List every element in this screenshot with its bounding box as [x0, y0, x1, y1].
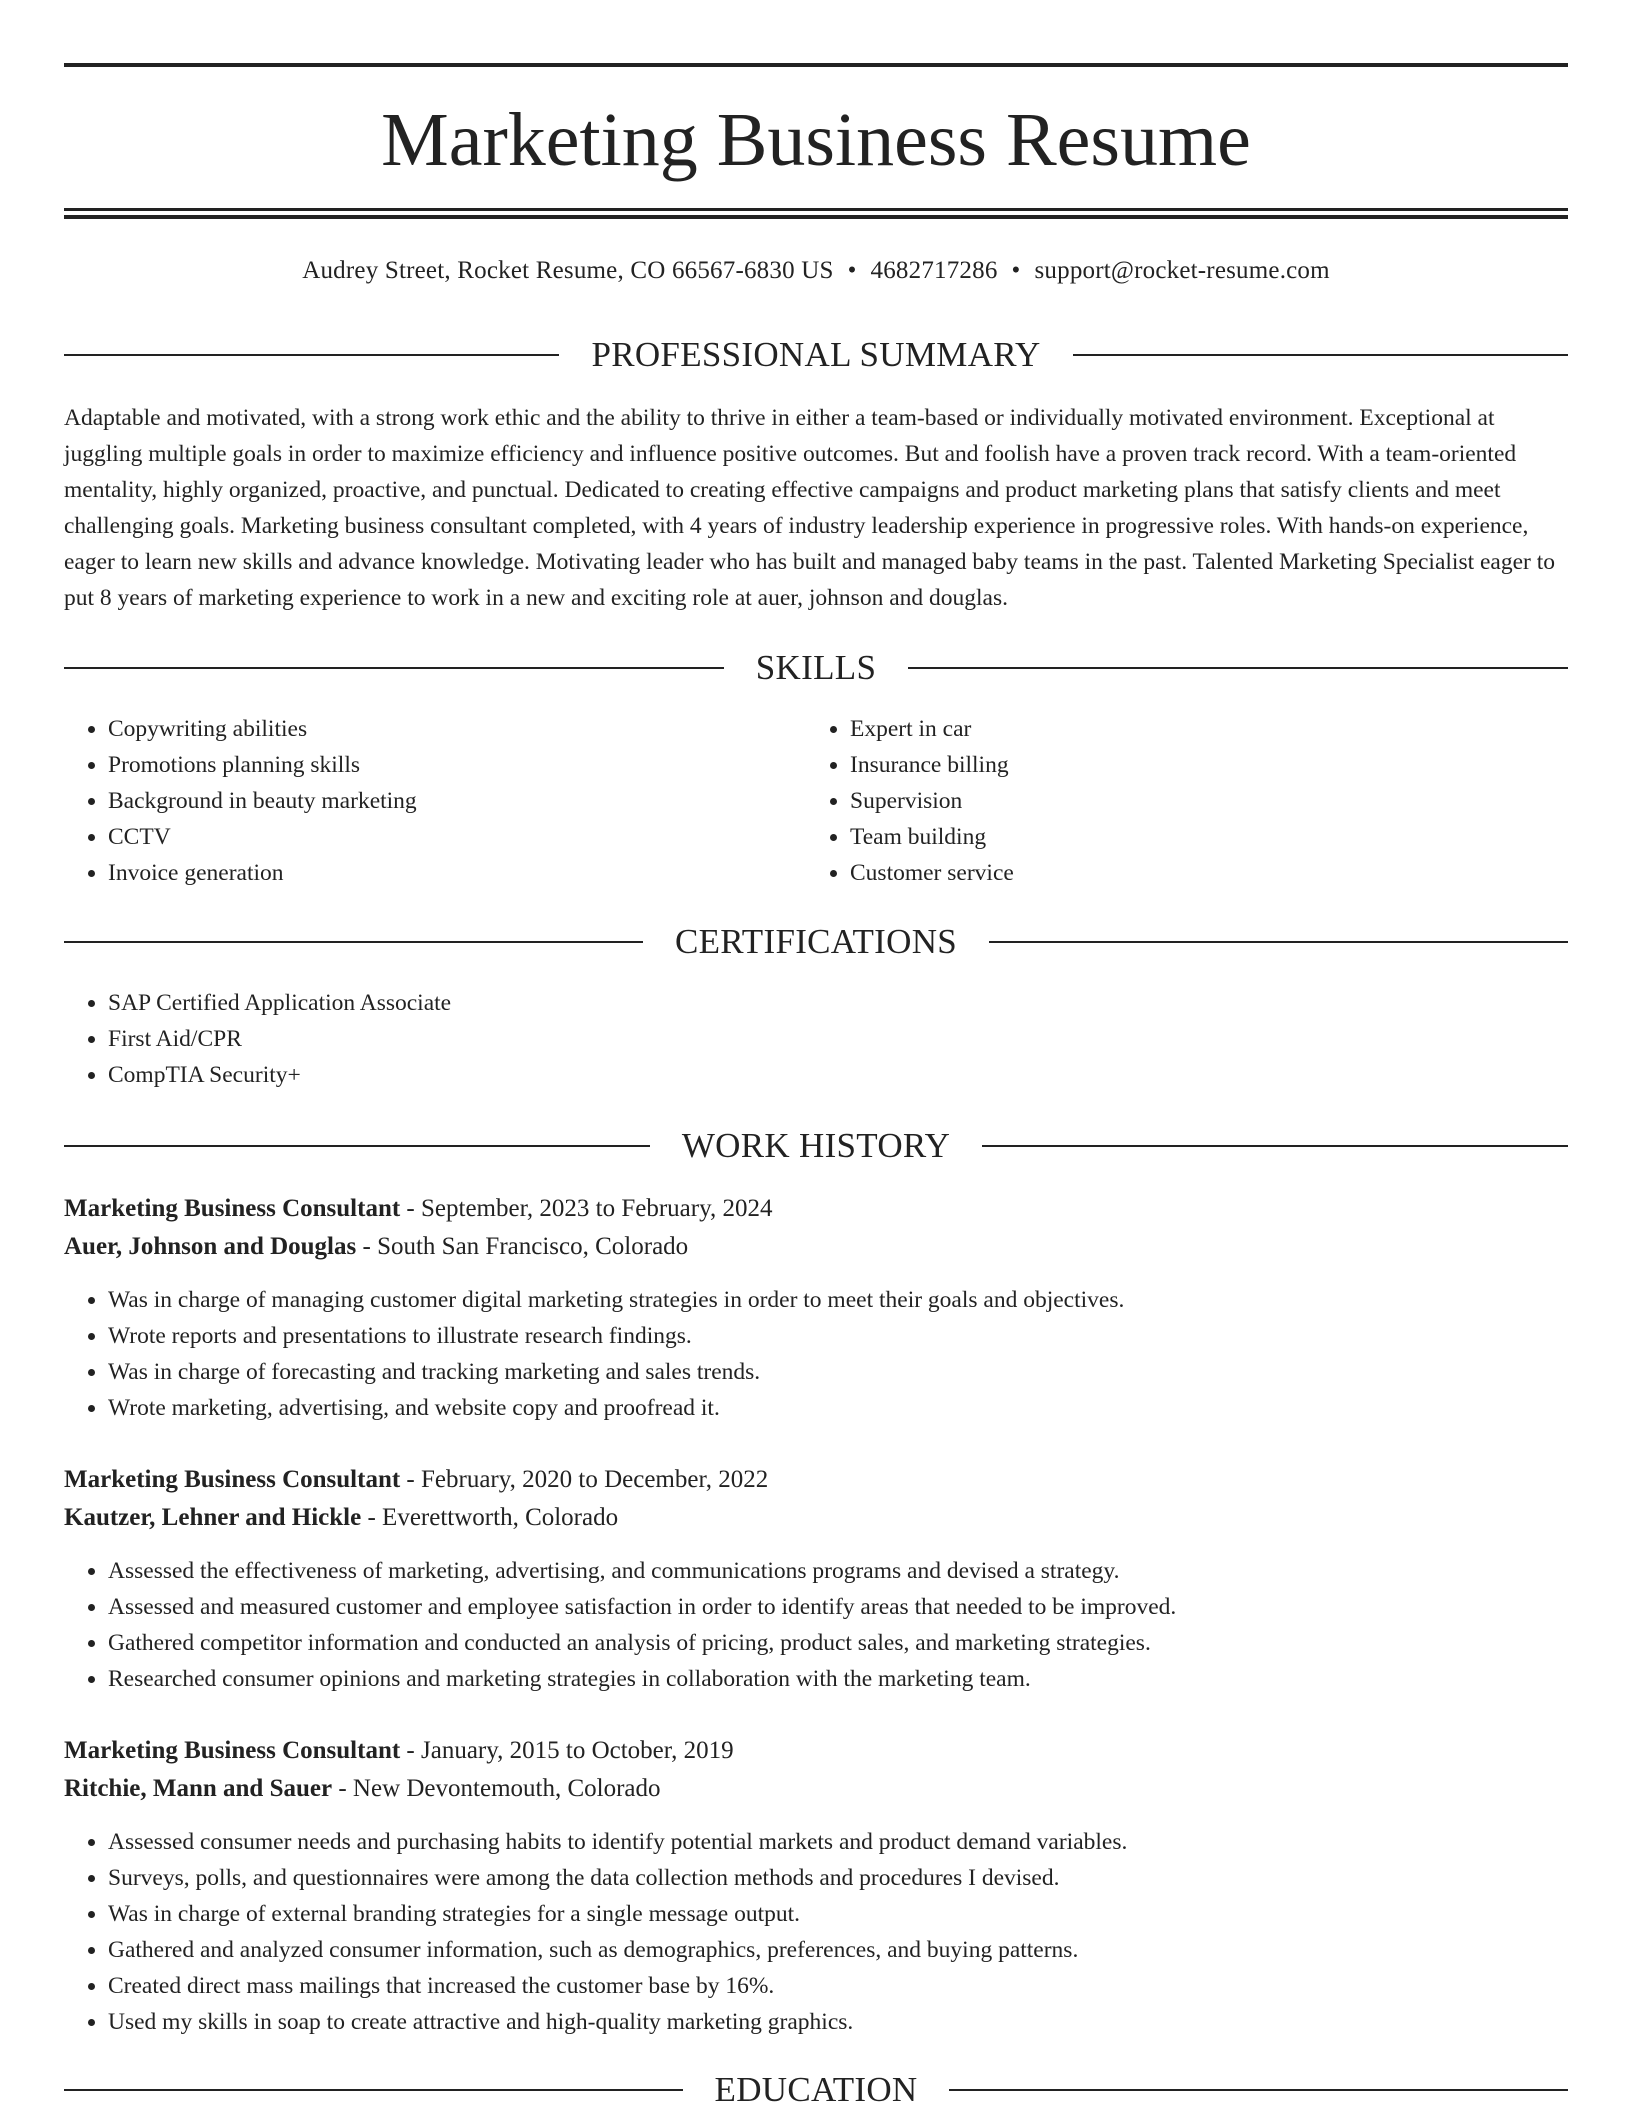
- job-dates: - January, 2015 to October, 2019: [400, 1737, 734, 1764]
- job-bullet: • Assessed the effectiveness of marketing, advertising, and communications programs and devised a strategy.: [108, 1553, 1568, 1589]
- job-location: - Everettworth, Colorado: [361, 1504, 619, 1531]
- heading-rule: [1073, 354, 1568, 356]
- heading-rule: [64, 354, 559, 356]
- job-title: Marketing Business Consultant: [64, 1466, 401, 1493]
- job-bullet: • Gathered competitor information and conducted an analysis of pricing, product sales, and marketing strategies.: [108, 1625, 1568, 1661]
- section-heading-label: SKILLS: [755, 648, 877, 687]
- heading-rule: [982, 1145, 1568, 1147]
- job-title-line: [64, 1461, 1568, 1499]
- job-title: Marketing Business Consultant: [64, 1737, 401, 1764]
- certifications-block: [64, 985, 1568, 1093]
- job-dates: - February, 2020 to December, 2022: [400, 1466, 769, 1493]
- job-bullet: • Was in charge of external branding strategies for a single message output.: [108, 1896, 1568, 1932]
- skill-item: • Expert in car: [850, 711, 1546, 747]
- section-heading-label: PROFESSIONAL SUMMARY: [591, 335, 1041, 374]
- job-bullet: • Assessed consumer needs and purchasing habits to identify potential markets and product demand variables.: [108, 1824, 1568, 1860]
- job-entry: [64, 1732, 1568, 2040]
- job-entry: [64, 1461, 1568, 1697]
- certification-item: • First Aid/CPR: [108, 1021, 1568, 1057]
- job-company: Auer, Johnson and Douglas: [64, 1233, 357, 1260]
- skills-column-left: [64, 711, 804, 891]
- certification-item: • SAP Certified Application Associate: [108, 985, 1568, 1021]
- job-company-line: [64, 1770, 1568, 1808]
- job-bullet: • Assessed and measured customer and employee satisfaction in order to identify areas that needed to be improved.: [108, 1589, 1568, 1625]
- skill-item: • CCTV: [108, 819, 804, 855]
- heading-rule: [64, 2089, 683, 2091]
- job-bullet: • Was in charge of managing customer digital marketing strategies in order to meet their goals and objectives.: [108, 1282, 1568, 1318]
- heading-rule: [64, 667, 724, 669]
- job-bullet: • Was in charge of forecasting and tracking marketing and sales trends.: [108, 1354, 1568, 1390]
- certification-item: • CompTIA Security+: [108, 1057, 1568, 1093]
- job-entry: [64, 1190, 1568, 1426]
- job-bullet: • Researched consumer opinions and marketing strategies in collaboration with the marketing team.: [108, 1661, 1568, 1697]
- contact-line: [64, 253, 1568, 289]
- contact-separator: •: [847, 257, 857, 284]
- contact-address: Audrey Street, Rocket Resume, CO 66567-6830 US: [302, 257, 834, 284]
- heading-rule: [989, 941, 1568, 943]
- certifications-list: [64, 985, 1568, 1093]
- job-bullet: • Wrote marketing, advertising, and website copy and proofread it.: [108, 1390, 1568, 1426]
- job-bullet: • Gathered and analyzed consumer information, such as demographics, preferences, and buying patterns.: [108, 1932, 1568, 1968]
- section-heading-label: CERTIFICATIONS: [674, 922, 958, 961]
- skill-item: • Copywriting abilities: [108, 711, 804, 747]
- top-rule: [64, 63, 1568, 67]
- section-heading-skills: [64, 646, 1568, 690]
- job-company-line: [64, 1499, 1568, 1537]
- job-bullet: • Used my skills in soap to create attractive and high-quality marketing graphics.: [108, 2004, 1568, 2040]
- job-location: - New Devontemouth, Colorado: [332, 1775, 661, 1802]
- heading-rule: [949, 2089, 1568, 2091]
- heading-rule: [908, 667, 1568, 669]
- section-heading-label: WORK HISTORY: [681, 1126, 951, 1165]
- job-bullet: • Surveys, polls, and questionnaires were among the data collection methods and procedures I devised.: [108, 1860, 1568, 1896]
- title-double-rule: [64, 208, 1568, 219]
- job-bullets: [64, 1553, 1568, 1697]
- job-bullets: [64, 1824, 1568, 2040]
- skill-item: • Insurance billing: [850, 747, 1546, 783]
- skills-column-right: [806, 711, 1546, 891]
- section-heading-certifications: [64, 920, 1568, 964]
- job-company-line: [64, 1228, 1568, 1266]
- skills-list: [806, 711, 1546, 891]
- job-title-line: [64, 1732, 1568, 1770]
- job-bullet: • Wrote reports and presentations to illustrate research findings.: [108, 1318, 1568, 1354]
- job-bullet: • Created direct mass mailings that increased the customer base by 16%.: [108, 1968, 1568, 2004]
- skills-list: [64, 711, 804, 891]
- skill-item: • Supervision: [850, 783, 1546, 819]
- contact-email: support@rocket-resume.com: [1034, 257, 1330, 284]
- job-dates: - September, 2023 to February, 2024: [400, 1195, 773, 1222]
- resume-title: Marketing Business Resume: [381, 98, 1251, 182]
- section-heading-education: [64, 2068, 1568, 2112]
- skill-item: • Invoice generation: [108, 855, 804, 891]
- heading-rule: [64, 1145, 650, 1147]
- skill-item: • Customer service: [850, 855, 1546, 891]
- skill-item: • Background in beauty marketing: [108, 783, 804, 819]
- summary-text: Adaptable and motivated, with a strong work ethic and the ability to thrive in either a team-based or individually motivated environment. Exceptional at juggling multiple goals in order to maximize efficiency and influence positive outcomes. But and foolish have a proven track record. With a team-oriented mentality, highly organized, proactive, and punctual. Dedicated to creating effective campaigns and product marketing plans that satisfy clients and meet challenging goals. Marketing business consultant completed, with 4 years of industry leadership experience in progressive roles. With hands-on experience, eager to learn new skills and advance knowledge. Motivating leader who has built and managed baby teams in the past. Talented Marketing Specialist eager to put 8 years of marketing experience to work in a new and exciting role at auer, johnson and douglas.: [64, 405, 1556, 611]
- job-company: Kautzer, Lehner and Hickle: [64, 1504, 362, 1531]
- skill-item: • Team building: [850, 819, 1546, 855]
- job-bullets: [64, 1282, 1568, 1426]
- contact-separator: •: [1011, 257, 1021, 284]
- heading-rule: [64, 941, 643, 943]
- section-heading-label: EDUCATION: [714, 2070, 918, 2109]
- job-location: - South San Francisco, Colorado: [356, 1233, 689, 1260]
- section-heading-summary: [64, 333, 1568, 377]
- section-heading-work-history: [64, 1124, 1568, 1168]
- job-title-line: [64, 1190, 1568, 1228]
- contact-phone: 4682717286: [870, 257, 998, 284]
- skill-item: • Promotions planning skills: [108, 747, 804, 783]
- job-title: Marketing Business Consultant: [64, 1195, 401, 1222]
- job-company: Ritchie, Mann and Sauer: [64, 1775, 333, 1802]
